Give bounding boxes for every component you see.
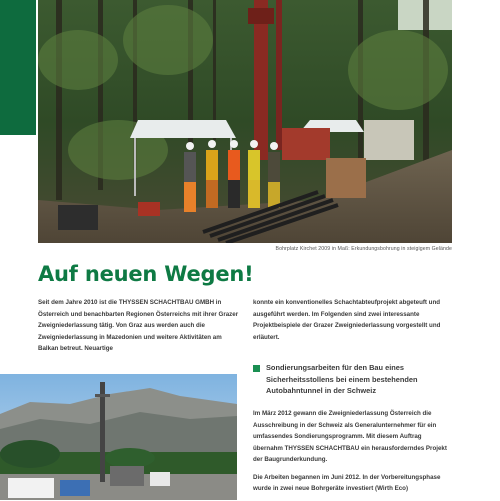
intro-text-left xyxy=(38,297,243,355)
intro-text-right xyxy=(253,297,453,343)
brand-color-tab xyxy=(0,0,36,135)
body-paragraph: Im März 2012 gewann die Zweigniederlassung Österreich die Ausschreibung in der Schweiz als Generalunternehmer für ein umfassendes Sondierungsprogramm. Mit diesem Auftrag übernahm THYSSEN SCHACHTBAU ein herausforderndes Projekt der Baugrunderkundung. xyxy=(253,410,447,463)
intro-paragraph-continued: konnte ein konventionelles Schachtabteufprojekt abgeteuft und ausgeführt werden. Im Folgenden sind zwei interessante Projektbeispiele der Grazer Zweigniederlassung vorgestellt und erläutert. xyxy=(253,299,441,341)
intro-paragraph: Seit dem Jahre 2010 ist die THYSSEN SCHACHTBAU GMBH in Österreich und benachbarten Regionen Österreichs mit ihrer Grazer Zweigniederlassung tätig. Von Graz aus werden auch die Zweigniederlassung in Mazedonien und weitere Aktivitäten am Balkan betreut. Neuartige xyxy=(38,299,239,352)
section-body xyxy=(253,408,453,501)
photo-caption: Bohrplatz Kirchet 2009 in Maß: Erkundungsbohrung in steigigem Gelände xyxy=(275,246,452,252)
subheading-text: Sondierungsarbeiten für den Bau eines Sicherheitsstollens bei einem bestehenden Autobahntunnel in der Schweiz xyxy=(266,363,418,395)
body-paragraph: Die Arbeiten begannen im Juni 2012. In der Vorbereitungsphase wurde in zwei neue Bohrgeräte investiert (Wirth Eco) xyxy=(253,473,441,492)
alpine-drilling-photo xyxy=(0,374,237,500)
article-headline: Auf neuen Wegen! xyxy=(38,262,254,286)
drilling-site-photo xyxy=(38,0,452,243)
section-subheading xyxy=(253,362,453,397)
square-bullet-icon xyxy=(253,365,260,372)
